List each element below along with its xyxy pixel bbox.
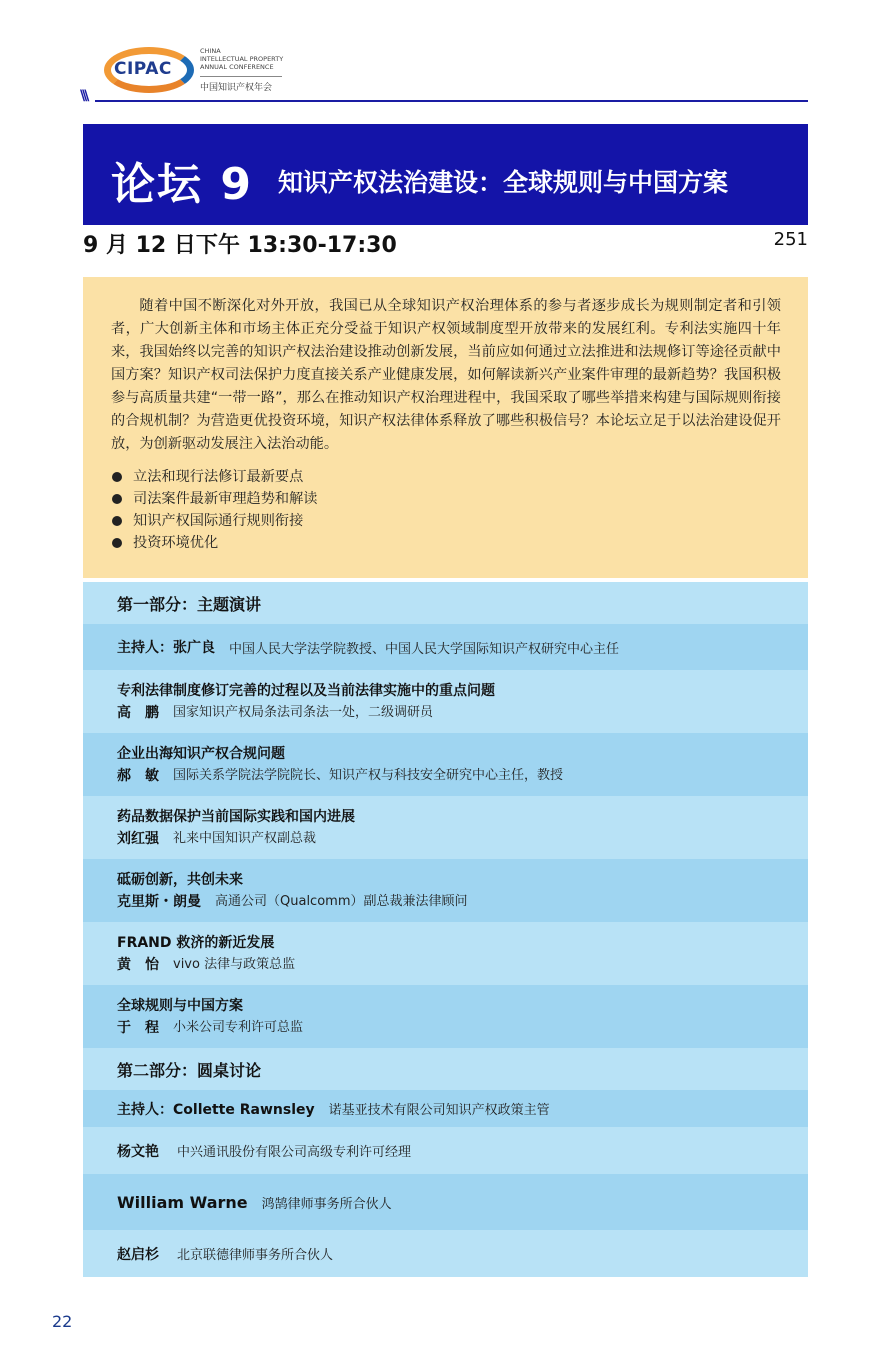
intro-box <box>83 277 808 578</box>
bullet-dot-icon <box>112 472 122 482</box>
speaker-desc: 小米公司专利许可总监 <box>173 1019 304 1035</box>
bullet-dot-icon <box>112 538 122 548</box>
speaker-name: 郝 敏 <box>117 767 159 784</box>
talk-title: 专利法律制度修订完善的过程以及当前法律实施中的重点问题 <box>117 682 495 699</box>
talk-title: 企业出海知识产权合规问题 <box>117 745 285 762</box>
session-date: 9 月 12 日下午 13:30-17:30 <box>83 233 397 258</box>
forum-title-band <box>83 124 808 225</box>
header-rule <box>95 100 808 102</box>
speaker-desc: 国际关系学院法学院院长、知识产权与科技安全研究中心主任，教授 <box>173 767 564 783</box>
speaker <box>117 1017 808 1039</box>
list-item: 立法和现行法修订最新要点 <box>111 466 781 488</box>
list-item: 司法案件最新审理趋势和解读 <box>111 488 781 510</box>
talk-item <box>83 796 808 859</box>
host-desc: 诺基亚技术有限公司知识产权政策主管 <box>328 1103 550 1118</box>
panelist-name: William Warne <box>117 1192 248 1212</box>
conf-en-line: INTELLECTUAL PROPERTY <box>200 55 284 63</box>
host-label: 主持人：Collette Rawnsley <box>117 1101 315 1118</box>
panelist-desc: 北京联德律师事务所合伙人 <box>177 1248 334 1263</box>
host-desc: 中国人民大学法学院教授、中国人民大学国际知识产权研究中心主任 <box>229 641 620 657</box>
host-label: 主持人：张广良 <box>117 640 215 656</box>
talk-item <box>83 733 808 796</box>
speaker-desc: vivo 法律与政策总监 <box>173 956 296 972</box>
talk-title: 砥砺创新，共创未来 <box>117 871 243 888</box>
speaker-name: 于 程 <box>117 1019 159 1036</box>
panelist-name: 杨文艳 <box>117 1143 159 1160</box>
talk-title: 药品数据保护当前国际实践和国内进展 <box>117 808 355 825</box>
panelist-desc: 鸿鹄律师事务所合伙人 <box>261 1196 392 1212</box>
logo-text: CIPAC <box>114 59 172 79</box>
bullet-dot-icon <box>112 516 122 526</box>
talk-item <box>83 985 808 1048</box>
speaker-desc: 国家知识产权局条法司条法一处，二级调研员 <box>173 704 434 720</box>
speaker-desc: 高通公司（Qualcomm）副总裁兼法律顾问 <box>215 893 468 909</box>
speaker <box>117 954 808 976</box>
speaker-name: 刘红强 <box>117 830 159 847</box>
talk-item <box>83 859 808 922</box>
forum-topic: 知识产权法治建设：全球规则与中国方案 <box>278 168 729 197</box>
agenda <box>83 582 808 1277</box>
talk-title: FRAND 救济的新近发展 <box>117 934 275 951</box>
talk-item <box>83 670 808 733</box>
speaker-desc: 礼来中国知识产权副总裁 <box>173 830 317 846</box>
speaker-name: 高 鹏 <box>117 704 159 721</box>
speaker <box>117 891 808 913</box>
part1-heading: 第一部分：主题演讲 <box>83 582 808 624</box>
list-item: 投资环境优化 <box>111 532 781 554</box>
panelist <box>83 1174 808 1230</box>
list-item: 知识产权国际通行规则衔接 <box>111 510 781 532</box>
panelist-name: 赵启杉 <box>117 1246 159 1263</box>
slash-decoration: \\\ <box>80 88 87 104</box>
intro-paragraph: 随着中国不断深化对外开放，我国已从全球知识产权治理体系的参与者逐步成长为规则制定者和引领者，广大创新主体和市场主体正充分受益于知识产权领域制度型开放带来的发展红利。专利法实施四十年来，我国始终以完善的知识产权法治建设推动创新发展，当前应如何通过立法推进和法规修订等途径贡献中国方案？知识产权司法保护力度直接关系产业健康发展，如何解读新兴产业案件审理的最新趋势？我国积极参与高质量共建“一带一路”，那么在推动知识产权治理进程中，我国采取了哪些举措来构建与国际规则衔接的合规机制？为营造更优投资环境，知识产权法律体系释放了哪些积极信号？本论坛立足于以法治建设促开放，为创新驱动发展注入法治动能。 <box>111 298 781 452</box>
conference-name-en <box>200 47 283 71</box>
panelist-desc: 中兴通讯股份有限公司高级专利许可经理 <box>177 1145 412 1160</box>
room-number: 251 <box>773 229 808 250</box>
speaker-name: 克里斯・朗曼 <box>117 893 201 910</box>
part1-host <box>83 624 808 670</box>
conf-en-line: ANNUAL CONFERENCE <box>200 63 274 71</box>
talk-item <box>83 922 808 985</box>
part2-host <box>83 1090 808 1127</box>
topic-bullets <box>111 466 781 554</box>
speaker-name: 黄 怡 <box>117 956 159 973</box>
conf-divider <box>200 76 282 77</box>
part2-heading: 第二部分：圆桌讨论 <box>83 1048 808 1090</box>
forum-number: 论坛 9 <box>111 159 253 210</box>
conference-name-cn: 中国知识产权年会 <box>200 83 273 93</box>
panelist <box>83 1127 808 1174</box>
speaker <box>117 765 808 787</box>
talk-title: 全球规则与中国方案 <box>117 997 243 1014</box>
conf-en-line: CHINA <box>200 47 221 55</box>
page-number: 22 <box>52 1312 73 1331</box>
cipac-logo <box>100 44 200 100</box>
panelist <box>83 1230 808 1277</box>
speaker <box>117 702 808 724</box>
bullet-dot-icon <box>112 494 122 504</box>
speaker <box>117 828 808 850</box>
